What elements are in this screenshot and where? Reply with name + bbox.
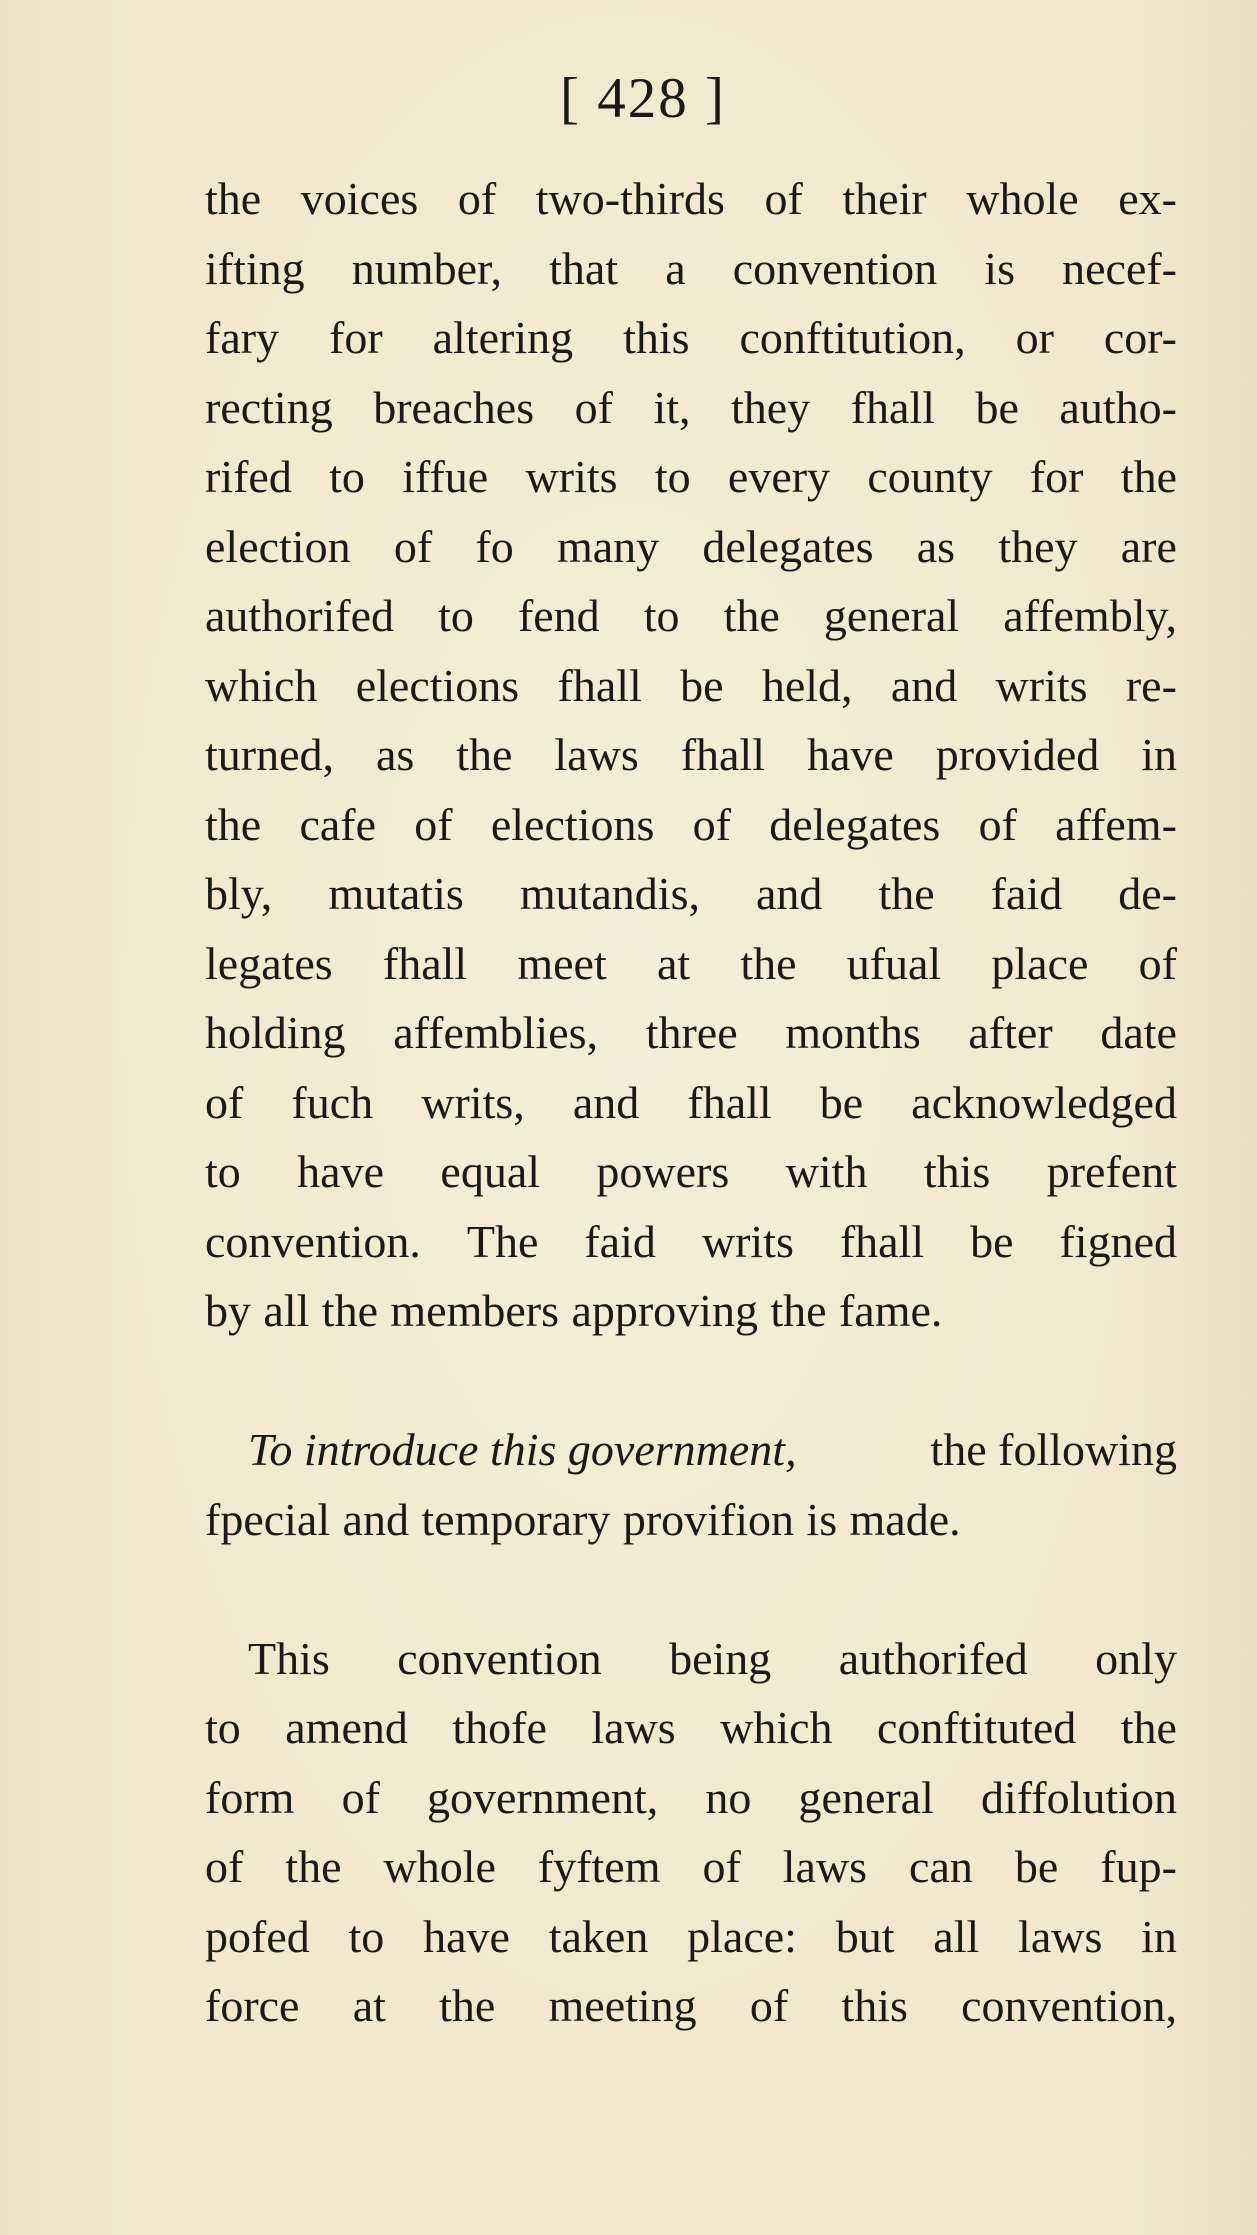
word: diffolution (981, 1771, 1177, 1823)
word: of (749, 1980, 789, 2031)
word: only (1095, 1632, 1177, 1684)
text-line (205, 1068, 1177, 1138)
word: convention. (205, 1215, 421, 1267)
word: re- (1125, 659, 1177, 711)
word: three (645, 1007, 738, 1058)
text-line (205, 859, 1177, 929)
word: of (341, 1771, 380, 1823)
word: general (823, 590, 960, 641)
word: fend (517, 590, 600, 641)
word: of (457, 173, 497, 224)
word: holding (205, 1007, 346, 1058)
word: approving (571, 1285, 758, 1336)
word: the (770, 1285, 827, 1336)
word: or (1015, 312, 1054, 363)
word: laws (591, 1702, 676, 1753)
word: whole (383, 1841, 496, 1892)
word: made. (849, 1493, 961, 1545)
word: held, (761, 659, 853, 711)
word: the (439, 1980, 496, 2031)
word: fhall (687, 1076, 772, 1128)
word: have (297, 1146, 385, 1197)
word: is (984, 242, 1015, 294)
text-line (205, 651, 1177, 721)
word: of (393, 520, 433, 572)
word: the (1120, 451, 1177, 502)
word: to (654, 451, 691, 502)
word: faid (584, 1215, 656, 1267)
word: mutandis, (519, 868, 700, 919)
word: have (423, 1910, 510, 1962)
word: for (329, 312, 383, 363)
word: cafe (299, 798, 377, 850)
word: general (798, 1771, 934, 1823)
word: their (842, 173, 927, 224)
word: fuch (291, 1076, 374, 1128)
word: pofed (205, 1910, 310, 1962)
word: meet (517, 937, 607, 989)
word: This (248, 1632, 330, 1684)
word: provifion (622, 1493, 795, 1545)
text-line (205, 512, 1177, 582)
word: delegates (702, 520, 874, 572)
word: writs (995, 659, 1088, 711)
text-line (205, 1415, 1177, 1485)
word: to (329, 451, 365, 502)
word: to (205, 1702, 241, 1753)
word: writs (701, 1215, 794, 1267)
word: every (727, 451, 831, 502)
word: convention (397, 1632, 602, 1684)
word: of (205, 1841, 244, 1892)
text-line (205, 164, 1177, 234)
word: as (375, 729, 415, 780)
word: and (342, 1493, 409, 1545)
word: with (785, 1146, 868, 1197)
word: can (909, 1841, 973, 1892)
word: no (705, 1771, 752, 1823)
word: be (1014, 1841, 1059, 1892)
word: elections (355, 659, 520, 711)
word: be (680, 659, 724, 711)
word: a (665, 242, 686, 294)
word: iffue (402, 451, 489, 502)
word: the (285, 1841, 342, 1892)
word: prefent (1046, 1146, 1177, 1197)
word: powers (596, 1146, 730, 1197)
word: whole (966, 173, 1079, 224)
word: The (466, 1215, 539, 1267)
word: the (723, 590, 780, 641)
text-line (205, 929, 1177, 999)
text-line (205, 1971, 1177, 2041)
text-line (205, 303, 1177, 373)
word: but (835, 1910, 895, 1962)
word: elections (490, 798, 655, 850)
word: delegates (769, 798, 941, 850)
paragraph-gap (205, 1346, 1177, 1416)
word: have (806, 729, 894, 780)
word: autho- (1059, 381, 1177, 433)
word: they (998, 520, 1078, 572)
word: and (572, 1076, 640, 1128)
word: number, (351, 242, 502, 294)
word: legates (205, 937, 333, 989)
word: county (867, 451, 993, 502)
word: mutatis (328, 868, 464, 919)
word: this (623, 312, 690, 363)
word: of (692, 798, 731, 850)
word: after (968, 1007, 1053, 1058)
word: fo (475, 520, 514, 572)
text-line (205, 720, 1177, 790)
word: the (740, 937, 797, 989)
word: election (205, 520, 351, 572)
word: of (978, 798, 1017, 850)
word: turned, (205, 729, 335, 780)
word: breaches (373, 381, 535, 433)
word: laws (554, 729, 639, 780)
word: being (669, 1632, 772, 1684)
word: fary (205, 312, 280, 363)
word: cor- (1103, 312, 1177, 363)
word: provided (935, 729, 1100, 780)
text-line (205, 234, 1177, 304)
word: voices (300, 173, 419, 224)
word: recting (205, 381, 333, 433)
word: figned (1059, 1215, 1177, 1267)
word: to (643, 590, 680, 641)
word: all (933, 1910, 980, 1962)
text-line (205, 1763, 1177, 1833)
word: and (890, 659, 958, 711)
word: rifed (205, 451, 292, 502)
word: necef- (1062, 242, 1177, 294)
word: in (1141, 1910, 1177, 1962)
text-line (205, 581, 1177, 651)
word: fame. (838, 1285, 943, 1336)
word: date (1100, 1007, 1177, 1058)
word: fhall (839, 1215, 925, 1267)
word: convention (732, 242, 938, 294)
word: place (991, 937, 1089, 989)
word: fhall (680, 729, 765, 780)
word: writs, (421, 1076, 525, 1128)
word: to (438, 590, 474, 641)
word: of (702, 1841, 741, 1892)
word: meeting (548, 1980, 697, 2031)
word: ufual (846, 937, 942, 989)
word: fhall (382, 937, 468, 989)
word: altering (432, 312, 574, 363)
word: force (205, 1980, 300, 2031)
text-line (205, 1902, 1177, 1972)
word: and (756, 868, 823, 919)
word: affembly, (1003, 590, 1177, 641)
word: acknowledged (911, 1076, 1177, 1128)
page-text (205, 164, 1177, 2041)
word: conftituted (877, 1702, 1077, 1753)
text-line (205, 373, 1177, 443)
text-line (205, 1832, 1177, 1902)
word: of (764, 173, 803, 224)
word: the (456, 729, 513, 780)
word: which (720, 1702, 833, 1753)
word: faid (990, 868, 1063, 919)
word: authorifed (205, 590, 395, 641)
text-line (205, 1207, 1177, 1277)
word: conftitution, (739, 312, 966, 363)
word: at (656, 937, 691, 989)
word: to (348, 1910, 385, 1962)
text-line (205, 998, 1177, 1068)
italic-lead: To introduce this government, (248, 1424, 797, 1475)
word: form (205, 1771, 295, 1823)
word: writs (525, 451, 618, 502)
word: it, (653, 381, 691, 433)
word: two-thirds (535, 173, 725, 224)
word: the (205, 173, 262, 224)
word: members (390, 1285, 560, 1336)
word: fyftem (537, 1841, 661, 1892)
word: of (414, 798, 453, 850)
word: for (1029, 451, 1084, 502)
word: temporary (421, 1493, 611, 1545)
word: ex- (1118, 173, 1177, 224)
word: is (806, 1493, 838, 1545)
word: this (841, 1980, 908, 2031)
word: bly, (205, 868, 273, 919)
word: at (352, 1980, 386, 2031)
text-line (205, 1693, 1177, 1763)
word: fup- (1100, 1841, 1177, 1892)
word: fpecial (205, 1493, 331, 1545)
text-line (205, 790, 1177, 860)
text-line (205, 1276, 1177, 1346)
word: amend (285, 1702, 408, 1753)
word: the (205, 798, 262, 850)
word: this (923, 1146, 991, 1197)
word: affemblies, (393, 1007, 599, 1058)
word: all (263, 1285, 310, 1336)
word: affem- (1055, 798, 1177, 850)
word: are (1120, 520, 1177, 572)
word: equal (440, 1146, 541, 1197)
word: taken (548, 1910, 649, 1962)
word: ifting (205, 242, 305, 294)
word: the (1120, 1702, 1177, 1753)
word: to (205, 1146, 241, 1197)
word: they (731, 381, 811, 433)
word: many (556, 520, 660, 572)
word: be (975, 381, 1019, 433)
word: government, (427, 1771, 659, 1823)
word: that (549, 242, 619, 294)
word: of (1138, 937, 1177, 989)
word: convention, (961, 1980, 1177, 2031)
text-line (205, 1624, 1177, 1694)
word: which (205, 659, 318, 711)
word: authorifed (838, 1632, 1028, 1684)
word: laws (782, 1841, 868, 1892)
text-line (205, 442, 1177, 512)
word: the (878, 868, 935, 919)
word: months (785, 1007, 921, 1058)
word: thofe (452, 1702, 547, 1753)
word: de- (1118, 868, 1177, 919)
word: place: (687, 1910, 797, 1962)
word: be (970, 1215, 1014, 1267)
word: fhall (557, 659, 642, 711)
word: as (916, 520, 956, 572)
word: of (574, 381, 613, 433)
paragraph-gap (205, 1554, 1177, 1624)
word: of (205, 1076, 244, 1128)
word: be (819, 1076, 864, 1128)
word: the (321, 1285, 378, 1336)
page-number: [ 428 ] (560, 67, 726, 130)
text-line (205, 1137, 1177, 1207)
text-fragment: the following (930, 1424, 1177, 1475)
word: laws (1018, 1910, 1103, 1962)
text-line (205, 1485, 1177, 1555)
word: by (205, 1285, 251, 1336)
word: in (1141, 729, 1177, 780)
word: fhall (850, 381, 935, 433)
